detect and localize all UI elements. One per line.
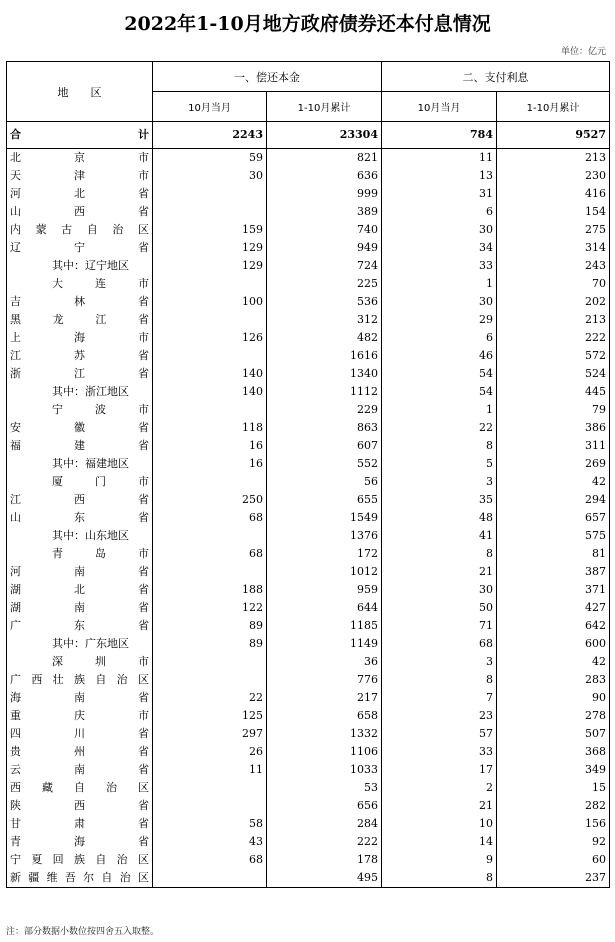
interest-cumulative-cell: 275: [497, 221, 610, 239]
interest-cumulative-cell: 42: [497, 473, 610, 491]
interest-month-cell: 30: [382, 221, 497, 239]
interest-month-cell: 8: [382, 869, 497, 888]
principal-month-header: 10月当月: [153, 92, 267, 122]
principal-month-cell: [153, 653, 267, 671]
table-row: [7, 365, 610, 383]
principal-cumulative-cell: 656: [267, 797, 382, 815]
principal-month-cell: 129: [153, 239, 267, 257]
region-name: 大 连 市: [7, 275, 153, 293]
region-name: 安 徽 省: [7, 419, 153, 437]
table-row: [7, 257, 610, 275]
table-row: [7, 239, 610, 257]
interest-cumulative-cell: 314: [497, 239, 610, 257]
table-row: [7, 419, 610, 437]
table-row: [7, 563, 610, 581]
region-name: 其中：辽宁地区: [7, 257, 153, 275]
interest-cumulative-cell: 416: [497, 185, 610, 203]
principal-cumulative-cell: 821: [267, 149, 382, 168]
table-row: [7, 761, 610, 779]
table-row: [7, 329, 610, 347]
interest-month-cell: 1: [382, 275, 497, 293]
interest-month-cell: 13: [382, 167, 497, 185]
table-row: [7, 491, 610, 509]
interest-cumulative-cell: 282: [497, 797, 610, 815]
interest-cumulative-cell: 572: [497, 347, 610, 365]
region-name: 其中：福建地区: [7, 455, 153, 473]
interest-cumulative-cell: 278: [497, 707, 610, 725]
interest-cumulative-cell: 154: [497, 203, 610, 221]
principal-cumulative-cell: 959: [267, 581, 382, 599]
region-name: 重 庆 市: [7, 707, 153, 725]
principal-cumulative-cell: 1340: [267, 365, 382, 383]
principal-cumulative-cell: 1149: [267, 635, 382, 653]
region-name: 青 岛 市: [7, 545, 153, 563]
interest-month-cell: 21: [382, 797, 497, 815]
principal-month-cell: 118: [153, 419, 267, 437]
region-name: 河 北 省: [7, 185, 153, 203]
region-name: 北 京 市: [7, 149, 153, 168]
principal-cumulative-cell: 1376: [267, 527, 382, 545]
principal-cumulative-cell: 1332: [267, 725, 382, 743]
principal-cumulative-cell: 724: [267, 257, 382, 275]
principal-cumulative-cell: 389: [267, 203, 382, 221]
principal-month-cell: 129: [153, 257, 267, 275]
principal-month-cell: 16: [153, 455, 267, 473]
footnote: 注：部分数据小数位按四舍五入取整。: [6, 927, 160, 937]
principal-cumulative-cell: 284: [267, 815, 382, 833]
principal-cumulative-cell: 23304: [267, 122, 382, 149]
interest-month-cell: 3: [382, 653, 497, 671]
principal-cumulative-cell: 949: [267, 239, 382, 257]
principal-cumulative-cell: 217: [267, 689, 382, 707]
interest-month-cell: 6: [382, 329, 497, 347]
region-name: 天 津 市: [7, 167, 153, 185]
interest-cumulative-cell: 283: [497, 671, 610, 689]
principal-cumulative-cell: 1012: [267, 563, 382, 581]
interest-cumulative-cell: 507: [497, 725, 610, 743]
principal-month-cell: 250: [153, 491, 267, 509]
interest-month-cell: 21: [382, 563, 497, 581]
principal-month-cell: [153, 275, 267, 293]
interest-month-cell: 48: [382, 509, 497, 527]
interest-month-cell: 41: [382, 527, 497, 545]
interest-month-cell: 7: [382, 689, 497, 707]
region-name: 上 海 市: [7, 329, 153, 347]
interest-month-cell: 23: [382, 707, 497, 725]
principal-header: 一、偿还本金: [153, 62, 382, 92]
table-body: [7, 122, 610, 888]
interest-month-cell: 784: [382, 122, 497, 149]
unit-label: 单位：亿元: [560, 47, 606, 57]
table-row: [7, 203, 610, 221]
interest-month-cell: 57: [382, 725, 497, 743]
region-name: 青 海 省: [7, 833, 153, 851]
interest-month-cell: 54: [382, 383, 497, 401]
interest-cumulative-cell: 294: [497, 491, 610, 509]
principal-month-cell: [153, 203, 267, 221]
principal-cumulative-cell: 172: [267, 545, 382, 563]
interest-cumulative-cell: 311: [497, 437, 610, 455]
table-row: [7, 599, 610, 617]
interest-cumulative-cell: 202: [497, 293, 610, 311]
region-name: 山 东 省: [7, 509, 153, 527]
table-row: [7, 401, 610, 419]
principal-month-cell: 188: [153, 581, 267, 599]
interest-cumulative-cell: 230: [497, 167, 610, 185]
table-row: [7, 617, 610, 635]
principal-cumulative-cell: 655: [267, 491, 382, 509]
principal-month-cell: [153, 185, 267, 203]
interest-month-cell: 2: [382, 779, 497, 797]
interest-cumulative-cell: 642: [497, 617, 610, 635]
interest-cumulative-cell: 213: [497, 311, 610, 329]
interest-month-cell: 35: [382, 491, 497, 509]
interest-cumulative-cell: 156: [497, 815, 610, 833]
principal-month-cell: [153, 347, 267, 365]
principal-month-cell: 140: [153, 365, 267, 383]
principal-month-cell: 126: [153, 329, 267, 347]
table-row: [7, 275, 610, 293]
region-name: 深 圳 市: [7, 653, 153, 671]
region-name: 内 蒙 古 自 治 区: [7, 221, 153, 239]
table-row: [7, 671, 610, 689]
region-name: 山 西 省: [7, 203, 153, 221]
table-row: [7, 779, 610, 797]
region-name: 云 南 省: [7, 761, 153, 779]
principal-cumulative-cell: 740: [267, 221, 382, 239]
region-name: 甘 肃 省: [7, 815, 153, 833]
interest-cumulative-cell: 524: [497, 365, 610, 383]
region-name: 新 疆 维 吾 尔 自 治 区: [7, 869, 153, 888]
table-row: [7, 743, 610, 761]
interest-cumulative-cell: 445: [497, 383, 610, 401]
region-name: 福 建 省: [7, 437, 153, 455]
region-name: 河 南 省: [7, 563, 153, 581]
principal-month-cell: 125: [153, 707, 267, 725]
interest-month-header: 10月当月: [382, 92, 497, 122]
region-name: 吉 林 省: [7, 293, 153, 311]
region-name: 江 苏 省: [7, 347, 153, 365]
interest-cumulative-cell: 81: [497, 545, 610, 563]
interest-month-cell: 3: [382, 473, 497, 491]
principal-month-cell: 2243: [153, 122, 267, 149]
table-row: [7, 347, 610, 365]
region-name: 黑 龙 江 省: [7, 311, 153, 329]
principal-cumulative-cell: 658: [267, 707, 382, 725]
table-row: [7, 167, 610, 185]
table-row: [7, 725, 610, 743]
region-name: 陕 西 省: [7, 797, 153, 815]
table-row: [7, 509, 610, 527]
table-row: [7, 545, 610, 563]
table-row: [7, 311, 610, 329]
interest-month-cell: 31: [382, 185, 497, 203]
principal-cumulative-cell: 644: [267, 599, 382, 617]
interest-cumulative-cell: 79: [497, 401, 610, 419]
principal-cumulative-cell: 607: [267, 437, 382, 455]
principal-cumulative-cell: 56: [267, 473, 382, 491]
principal-cumulative-cell: 1106: [267, 743, 382, 761]
region-name: 湖 南 省: [7, 599, 153, 617]
interest-month-cell: 8: [382, 437, 497, 455]
principal-month-cell: 297: [153, 725, 267, 743]
interest-cumulative-cell: 349: [497, 761, 610, 779]
principal-month-cell: [153, 563, 267, 581]
principal-cumulative-cell: 863: [267, 419, 382, 437]
principal-month-cell: 16: [153, 437, 267, 455]
interest-cumulative-cell: 60: [497, 851, 610, 869]
interest-cumulative-cell: 600: [497, 635, 610, 653]
principal-month-cell: 30: [153, 167, 267, 185]
principal-cumulative-cell: 178: [267, 851, 382, 869]
interest-month-cell: 17: [382, 761, 497, 779]
interest-month-cell: 34: [382, 239, 497, 257]
principal-month-cell: 68: [153, 851, 267, 869]
principal-month-cell: 100: [153, 293, 267, 311]
principal-cumulative-cell: 552: [267, 455, 382, 473]
region-name: 辽 宁 省: [7, 239, 153, 257]
principal-cumulative-cell: 482: [267, 329, 382, 347]
principal-cumulative-cell: 36: [267, 653, 382, 671]
principal-month-cell: [153, 869, 267, 888]
region-name: 其中：浙江地区: [7, 383, 153, 401]
interest-month-cell: 30: [382, 293, 497, 311]
region-name: 广 西 壮 族 自 治 区: [7, 671, 153, 689]
principal-cumulative-cell: 1549: [267, 509, 382, 527]
region-name: 西 藏 自 治 区: [7, 779, 153, 797]
debt-table: [6, 61, 610, 888]
table-row: [7, 869, 610, 888]
interest-month-cell: 14: [382, 833, 497, 851]
principal-month-cell: 26: [153, 743, 267, 761]
table-row: [7, 833, 610, 851]
table-row: [7, 149, 610, 168]
interest-cumulative-cell: 269: [497, 455, 610, 473]
principal-cumulative-cell: 1033: [267, 761, 382, 779]
interest-cumulative-cell: 386: [497, 419, 610, 437]
table-row: [7, 815, 610, 833]
table-row: [7, 383, 610, 401]
region-name: 厦 门 市: [7, 473, 153, 491]
table-row: [7, 473, 610, 491]
principal-month-cell: 122: [153, 599, 267, 617]
interest-month-cell: 68: [382, 635, 497, 653]
interest-cumulative-cell: 42: [497, 653, 610, 671]
region-name: 湖 北 省: [7, 581, 153, 599]
region-name: 其中：山东地区: [7, 527, 153, 545]
principal-cumulative-cell: 312: [267, 311, 382, 329]
principal-month-cell: 58: [153, 815, 267, 833]
principal-month-cell: 43: [153, 833, 267, 851]
interest-cumulative-cell: 9527: [497, 122, 610, 149]
principal-cumulative-cell: 1112: [267, 383, 382, 401]
interest-month-cell: 33: [382, 743, 497, 761]
principal-month-cell: 68: [153, 545, 267, 563]
principal-cumulative-cell: 536: [267, 293, 382, 311]
interest-month-cell: 8: [382, 545, 497, 563]
principal-month-cell: 89: [153, 617, 267, 635]
table-row: [7, 689, 610, 707]
interest-month-cell: 29: [382, 311, 497, 329]
principal-month-cell: [153, 527, 267, 545]
principal-cumulative-cell: 1185: [267, 617, 382, 635]
region-name: 广 东 省: [7, 617, 153, 635]
interest-month-cell: 22: [382, 419, 497, 437]
region-name: 其中：广东地区: [7, 635, 153, 653]
principal-month-cell: 140: [153, 383, 267, 401]
principal-cumulative-cell: 636: [267, 167, 382, 185]
principal-cumulative-cell: 1616: [267, 347, 382, 365]
region-name: 浙 江 省: [7, 365, 153, 383]
principal-month-cell: 22: [153, 689, 267, 707]
table-row: [7, 455, 610, 473]
interest-cumulative-cell: 92: [497, 833, 610, 851]
region-header: 地 区: [7, 62, 153, 122]
principal-month-cell: 11: [153, 761, 267, 779]
principal-month-cell: 159: [153, 221, 267, 239]
principal-month-cell: [153, 779, 267, 797]
table-row: [7, 707, 610, 725]
principal-cumulative-cell: 495: [267, 869, 382, 888]
table-row: [7, 851, 610, 869]
principal-month-cell: [153, 797, 267, 815]
region-name: 四 川 省: [7, 725, 153, 743]
principal-cumulative-header: 1-10月累计: [267, 92, 382, 122]
interest-cumulative-cell: 237: [497, 869, 610, 888]
table-row: [7, 797, 610, 815]
table-row: [7, 527, 610, 545]
page-title: 2022年1-10月地方政府债券还本付息情况: [124, 12, 491, 35]
principal-month-cell: 59: [153, 149, 267, 168]
table-row: [7, 635, 610, 653]
region-name: 江 西 省: [7, 491, 153, 509]
principal-month-cell: [153, 401, 267, 419]
region-name: 宁 波 市: [7, 401, 153, 419]
principal-cumulative-cell: 53: [267, 779, 382, 797]
interest-cumulative-cell: 368: [497, 743, 610, 761]
principal-month-cell: [153, 473, 267, 491]
principal-cumulative-cell: 222: [267, 833, 382, 851]
interest-cumulative-cell: 427: [497, 599, 610, 617]
interest-cumulative-header: 1-10月累计: [497, 92, 610, 122]
interest-month-cell: 33: [382, 257, 497, 275]
interest-month-cell: 5: [382, 455, 497, 473]
region-name: 宁 夏 回 族 自 治 区: [7, 851, 153, 869]
interest-cumulative-cell: 222: [497, 329, 610, 347]
interest-cumulative-cell: 575: [497, 527, 610, 545]
table-row: [7, 437, 610, 455]
interest-month-cell: 11: [382, 149, 497, 168]
principal-month-cell: 89: [153, 635, 267, 653]
table-row: [7, 293, 610, 311]
interest-month-cell: 10: [382, 815, 497, 833]
interest-month-cell: 8: [382, 671, 497, 689]
interest-cumulative-cell: 371: [497, 581, 610, 599]
interest-cumulative-cell: 387: [497, 563, 610, 581]
principal-month-cell: [153, 671, 267, 689]
table-row: [7, 185, 610, 203]
region-name: 合 计: [7, 122, 153, 149]
interest-cumulative-cell: 657: [497, 509, 610, 527]
interest-cumulative-cell: 213: [497, 149, 610, 168]
table-row: [7, 653, 610, 671]
interest-month-cell: 6: [382, 203, 497, 221]
interest-month-cell: 46: [382, 347, 497, 365]
interest-cumulative-cell: 15: [497, 779, 610, 797]
table-row: [7, 122, 610, 149]
region-name: 海 南 省: [7, 689, 153, 707]
principal-cumulative-cell: 229: [267, 401, 382, 419]
table-row: [7, 581, 610, 599]
principal-cumulative-cell: 999: [267, 185, 382, 203]
interest-cumulative-cell: 90: [497, 689, 610, 707]
interest-cumulative-cell: 70: [497, 275, 610, 293]
interest-month-cell: 71: [382, 617, 497, 635]
interest-month-cell: 30: [382, 581, 497, 599]
interest-cumulative-cell: 243: [497, 257, 610, 275]
interest-month-cell: 1: [382, 401, 497, 419]
principal-cumulative-cell: 776: [267, 671, 382, 689]
table-row: [7, 221, 610, 239]
principal-cumulative-cell: 225: [267, 275, 382, 293]
interest-month-cell: 54: [382, 365, 497, 383]
region-name: 贵 州 省: [7, 743, 153, 761]
interest-month-cell: 50: [382, 599, 497, 617]
principal-month-cell: [153, 311, 267, 329]
interest-header: 二、支付利息: [382, 62, 610, 92]
interest-month-cell: 9: [382, 851, 497, 869]
principal-month-cell: 68: [153, 509, 267, 527]
